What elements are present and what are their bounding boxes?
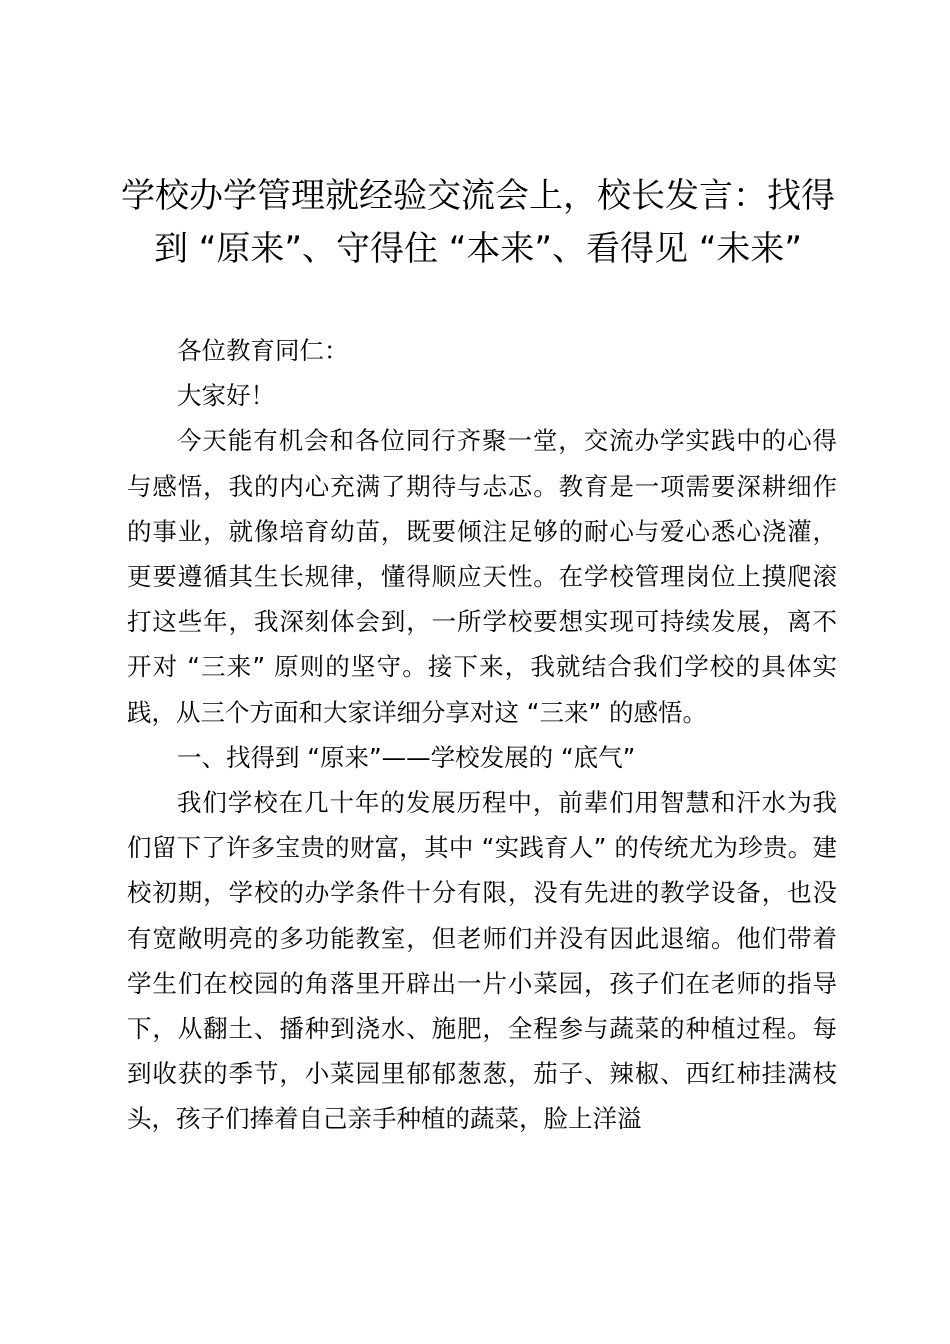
document-title: 学校办学管理就经验交流会上，校长发言：找得到 “原来”、守得住 “本来”、看得见 “未来” [121, 176, 835, 269]
salutation-paragraph: 各位教育同仁： [177, 336, 349, 365]
section-paragraph: 我们学校在几十年的发展历程中，前辈们用智慧和汗水为我们留下了许多宝贵的财富，其中 “实践育人” 的传统尤为珍贵。建校初期，学校的办学条件十分有限，没有先进的教学设备，也没有宽敞明亮的多功能教室，但老师们并没有因此退缩。他们带着学生们在校园的角落里开辟出一片小菜园，孩子们在老师的指导下，从翻土、播种到浇水、施肥，全程参与蔬菜的种植过程。每到收获的季节，小菜园里郁郁葱葱，茄子、辣椒、西红柿挂满枝头，孩子们捧着自己亲手种植的蔬菜，脸上洋溢 [127, 788, 837, 1134]
section-heading: 一、找得到 “原来”——学校发展的 “底气” [177, 742, 636, 772]
document-body [127, 328, 837, 1142]
intro-paragraph: 今天能有机会和各位同行齐聚一堂，交流办学实践中的心得与感悟，我的内心充满了期待与忐忑。教育是一项需要深耕细作的事业，就像培育幼苗，既要倾注足够的耐心与爱心悉心浇灌，更要遵循其生长规律，懂得顺应天性。在学校管理岗位上摸爬滚打这些年，我深刻体会到，一所学校要想实现可持续发展，离不开对 “三来” 原则的坚守。接下来，我就结合我们学校的具体实践，从三个方面和大家详细分享对这 “三来” 的感悟。 [127, 426, 837, 727]
greeting-paragraph: 大家好！ [177, 381, 275, 411]
